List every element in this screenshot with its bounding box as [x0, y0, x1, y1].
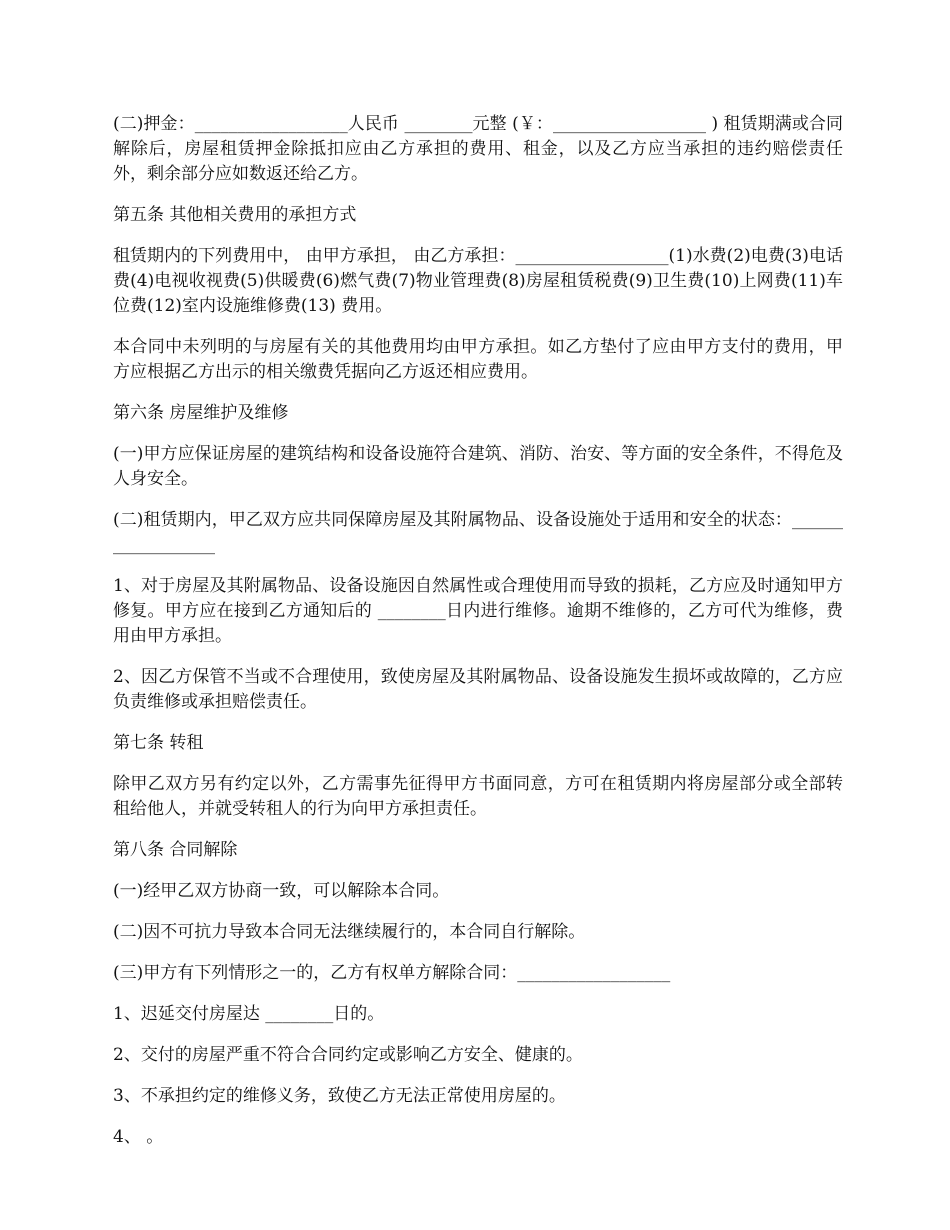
article-7-heading: 第七条 转租	[113, 733, 204, 753]
termination-item-1: 1、迟延交付房屋达 ________日的。	[113, 1004, 385, 1024]
maintenance-item-1: 1、对于房屋及其附属物品、设备设施因自然属性或合理使用而导致的损耗，乙方应及时通知甲方修复。甲方应在接到乙方通知后的 ________日内进行维修。逾期不维修的，乙方可代为维修，费用由甲方承担。	[113, 576, 843, 646]
termination-item-2: 2、交付的房屋严重不符合合同约定或影响乙方安全、健康的。	[113, 1045, 583, 1065]
termination-clause-2: (二)因不可抗力导致本合同无法继续履行的，本合同自行解除。	[113, 922, 586, 942]
document-body	[113, 112, 843, 1166]
maintenance-clause-2: (二)租赁期内，甲乙双方应共同保障房屋及其附属物品、设备设施处于适用和安全的状态：__________________	[113, 510, 843, 555]
article-5-heading: 第五条 其他相关费用的承担方式	[113, 205, 357, 225]
other-fees-paragraph: 本合同中未列明的与房屋有关的其他费用均由甲方承担。如乙方垫付了应由甲方支付的费用，甲方应根据乙方出示的相关缴费凭据向乙方返还相应费用。	[113, 337, 843, 382]
termination-item-4: 4、 。	[113, 1127, 164, 1147]
deposit-clause: (二)押金：__________________人民币 ________元整 (￥：__________________ ) 租赁期满或合同解除后，房屋租赁押金除抵扣应由乙方承担的费用、租金，以及乙方应当承担的违约赔偿责任外，剩余部分应如数返还给乙方。	[113, 114, 843, 184]
sublease-paragraph: 除甲乙双方另有约定以外，乙方需事先征得甲方书面同意，方可在租赁期内将房屋部分或全部转租给他人，并就受转租人的行为向甲方承担责任。	[113, 774, 843, 819]
termination-item-3: 3、不承担约定的维修义务，致使乙方无法正常使用房屋的。	[113, 1086, 566, 1106]
maintenance-clause-1: (一)甲方应保证房屋的建筑结构和设备设施符合建筑、消防、治安、等方面的安全条件，不得危及人身安全。	[113, 444, 843, 489]
termination-clause-1: (一)经甲乙双方协商一致，可以解除本合同。	[113, 881, 450, 901]
termination-clause-3: (三)甲方有下列情形之一的，乙方有权单方解除合同：__________________	[113, 963, 671, 983]
article-8-heading: 第八条 合同解除	[113, 840, 238, 860]
article-6-heading: 第六条 房屋维护及维修	[113, 403, 289, 423]
maintenance-item-2: 2、因乙方保管不当或不合理使用，致使房屋及其附属物品、设备设施发生损坏或故障的，乙方应负责维修或承担赔偿责任。	[113, 667, 843, 712]
fees-list-paragraph: 租赁期内的下列费用中， 由甲方承担， 由乙方承担：__________________(1)水费(2)电费(3)电话费(4)电视收视费(5)供暖费(6)燃气费(7)物业管理费(8)房屋租赁税费(9)卫生费(10)上网费(11)车位费(12)室内设施维修费(13) 费用。	[113, 246, 843, 316]
